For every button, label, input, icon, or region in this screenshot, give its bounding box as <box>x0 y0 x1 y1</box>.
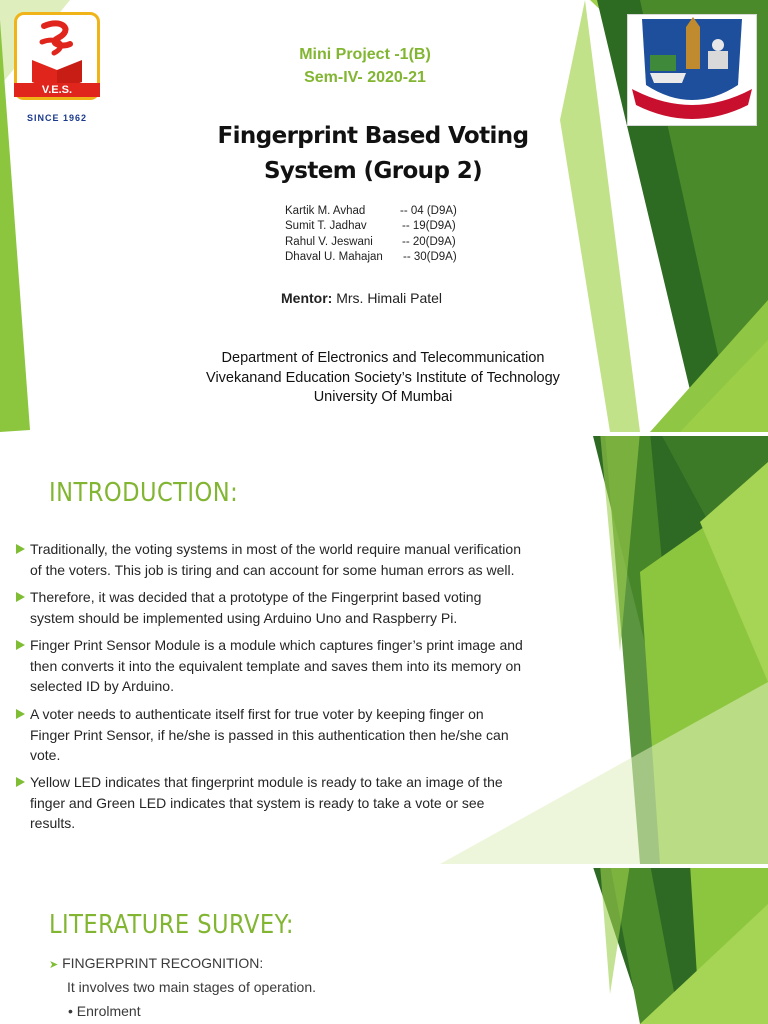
university-seal-icon <box>627 14 757 126</box>
institute-line: Vivekanand Education Society’s Institute of Technology <box>206 370 560 386</box>
slide-divider <box>0 432 768 436</box>
bullet-line: system should be implemented using Arduino Uno and Raspberry Pi. <box>30 609 458 626</box>
student-name: Kartik M. Avhad <box>285 205 366 217</box>
title-line-1: Fingerprint Based Voting <box>217 123 529 149</box>
green-decoration <box>0 864 768 1024</box>
introduction-heading: INTRODUCTION: <box>49 478 239 508</box>
bullet-line: Traditionally, the voting systems in most of the world require manual verification <box>30 541 521 557</box>
project-line-2: Sem-IV- 2020-21 <box>304 69 426 86</box>
chevron-right-icon: ➤ <box>49 959 59 971</box>
literature-survey-heading: LITERATURE SURVEY: <box>49 910 294 940</box>
university-line: University Of Mumbai <box>313 389 453 405</box>
student-roll: -- 30(D9A) <box>403 251 457 263</box>
bullet-line: then converts it into the equivalent template and saves them into its memory on <box>30 657 522 674</box>
ves-logo <box>14 12 100 123</box>
bullet-line: A voter needs to authenticate itself first for true voter by keeping finger on <box>30 706 484 722</box>
bullet-line: Yellow LED indicates that fingerprint module is ready to take an image of the <box>30 774 503 790</box>
sub-item: • Enrolment <box>68 1003 141 1019</box>
bullet-arrow-icon <box>16 777 25 787</box>
item-description: It involves two main stages of operation. <box>67 979 317 995</box>
bullet-line: results. <box>30 815 76 831</box>
ves-logo-text: V.E.S. <box>14 83 100 97</box>
title-line-2: System (Group 2) <box>263 158 483 184</box>
introduction-slide <box>0 432 768 864</box>
mentor-label: Mentor: <box>281 290 333 306</box>
bullet-arrow-icon <box>16 592 25 602</box>
bullet-line: finger and Green LED indicates that system is ready to take a vote or see <box>30 794 485 811</box>
slide-divider <box>0 864 768 868</box>
student-name: Rahul V. Jeswani <box>285 236 373 248</box>
bullet-line: of the voters. This job is tiring and can account for some human errors as well. <box>30 561 515 578</box>
bullet-arrow-icon <box>16 709 25 719</box>
bullet-arrow-icon <box>16 544 25 554</box>
student-roll: -- 19(D9A) <box>402 220 456 232</box>
department-line: Department of Electronics and Telecommunication <box>221 350 545 366</box>
bullet-line: vote. <box>30 747 61 763</box>
bullet-line: Therefore, it was decided that a prototype of the Fingerprint based voting <box>30 589 482 605</box>
bullet-line: Finger Print Sensor, if he/she is passed in this authentication then he/she can <box>30 726 509 743</box>
item-title: FINGERPRINT RECOGNITION: <box>62 955 264 971</box>
bullet-arrow-icon <box>16 640 25 650</box>
mentor-line <box>281 290 442 306</box>
literature-survey-slide <box>0 864 768 1024</box>
list-item <box>49 955 263 971</box>
bullet-line: Finger Print Sensor Module is a module which captures finger’s print image and <box>30 637 523 653</box>
bullet-line: selected ID by Arduino. <box>30 678 174 694</box>
ves-since-text: SINCE 1962 <box>26 113 88 123</box>
title-slide <box>0 0 768 432</box>
mentor-name: Mrs. Himali Patel <box>332 290 443 306</box>
project-line-1: Mini Project -1(B) <box>299 46 431 63</box>
student-name: Sumit T. Jadhav <box>285 220 367 232</box>
student-roll: -- 04 (D9A) <box>400 205 457 217</box>
student-roll: -- 20(D9A) <box>402 236 456 248</box>
student-name: Dhaval U. Mahajan <box>285 251 383 263</box>
